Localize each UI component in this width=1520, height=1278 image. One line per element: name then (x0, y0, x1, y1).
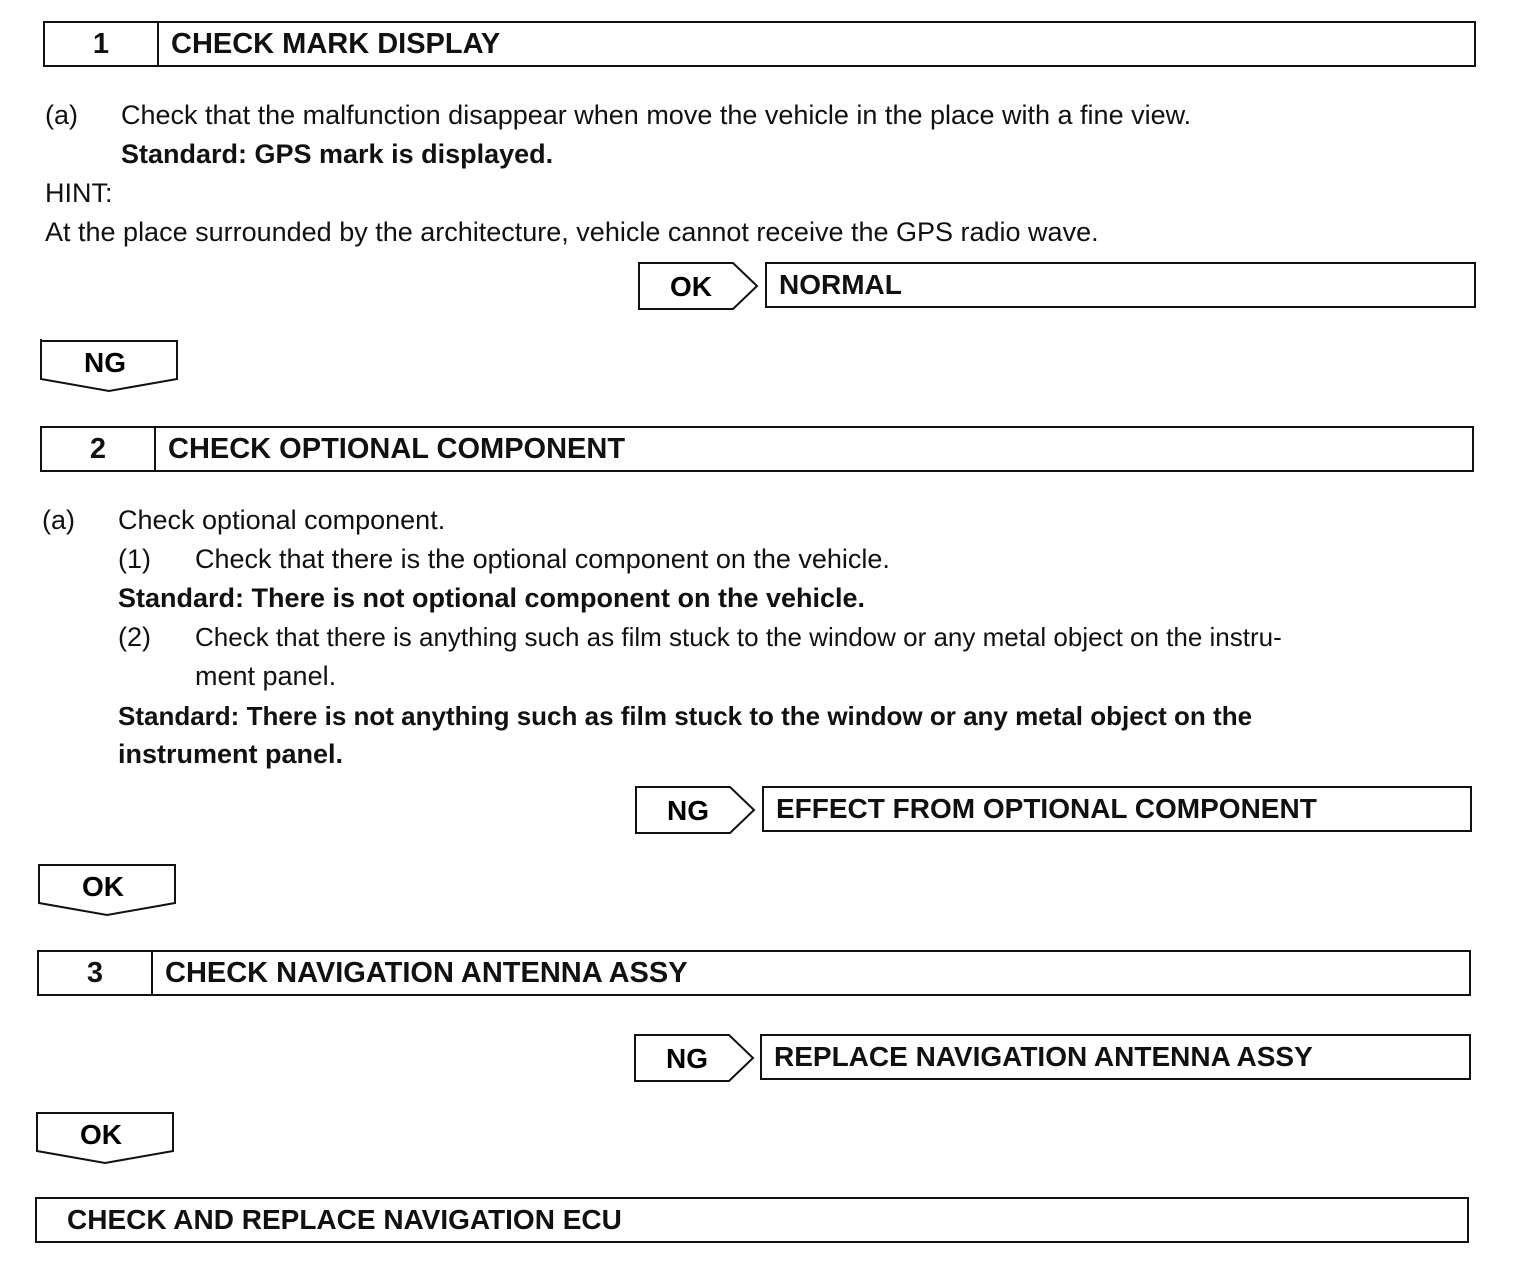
flow-2-down-arrow (37, 863, 177, 917)
step-1-hint-text: At the place surrounded by the architecture, vehicle cannot receive the GPS radio wave. (45, 217, 1099, 247)
step-1-hint-label: HINT: (45, 178, 113, 208)
step-1-item-a-text: Check that the malfunction disappear when move the vehicle in the place with a fine view. (121, 100, 1192, 130)
step-1-title: CHECK MARK DISPLAY (171, 27, 501, 60)
step-2-title: CHECK OPTIONAL COMPONENT (168, 432, 626, 465)
step-1-branch-label: OK (670, 271, 712, 302)
flow-1-down-arrow (39, 339, 179, 393)
flow-2-label: OK (82, 871, 124, 902)
flow-3-label: OK (80, 1119, 122, 1150)
step-3-number: 3 (39, 952, 153, 994)
step-2-item-a-marker: (a) (42, 505, 75, 535)
step-2-header (40, 426, 1474, 472)
final-action-box: CHECK AND REPLACE NAVIGATION ECU (35, 1197, 1469, 1243)
step-3-branch-arrow (633, 1033, 757, 1083)
step-1-standard: Standard: GPS mark is displayed. (121, 139, 554, 169)
step-2-number: 2 (42, 428, 156, 470)
flow-3-down-arrow (35, 1111, 175, 1165)
step-2-sub1-marker: (1) (118, 544, 151, 574)
step-2-sub2-text-line1: Check that there is anything such as film stuck to the window or any metal object on the instru- (195, 622, 1282, 652)
step-2-sub1-text: Check that there is the optional component on the vehicle. (195, 544, 890, 574)
step-2-sub2-marker: (2) (118, 622, 151, 652)
step-3-header (37, 950, 1471, 996)
step-2-item-a-text: Check optional component. (118, 505, 446, 535)
step-3-branch-label: NG (666, 1043, 708, 1074)
step-3-branch-result: REPLACE NAVIGATION ANTENNA ASSY (760, 1034, 1471, 1080)
step-1-item-a-marker: (a) (45, 100, 78, 130)
step-1-number: 1 (45, 23, 159, 65)
step-2-branch-label: NG (667, 795, 709, 826)
step-2-standard-1: Standard: There is not optional component on the vehicle. (118, 583, 866, 613)
step-2-standard-2-line1: Standard: There is not anything such as film stuck to the window or any metal object on the (118, 701, 1253, 731)
step-2-branch-arrow (634, 785, 758, 835)
step-3-title: CHECK NAVIGATION ANTENNA ASSY (165, 956, 688, 989)
step-1-header (43, 21, 1476, 67)
step-2-sub2-text-line2: ment panel. (195, 661, 337, 691)
step-2-standard-2-line2: instrument panel. (118, 739, 344, 769)
step-1-branch-arrow (637, 261, 761, 311)
flow-1-label: NG (84, 347, 126, 378)
step-2-branch-result: EFFECT FROM OPTIONAL COMPONENT (762, 786, 1472, 832)
step-1-branch-result: NORMAL (765, 262, 1476, 308)
